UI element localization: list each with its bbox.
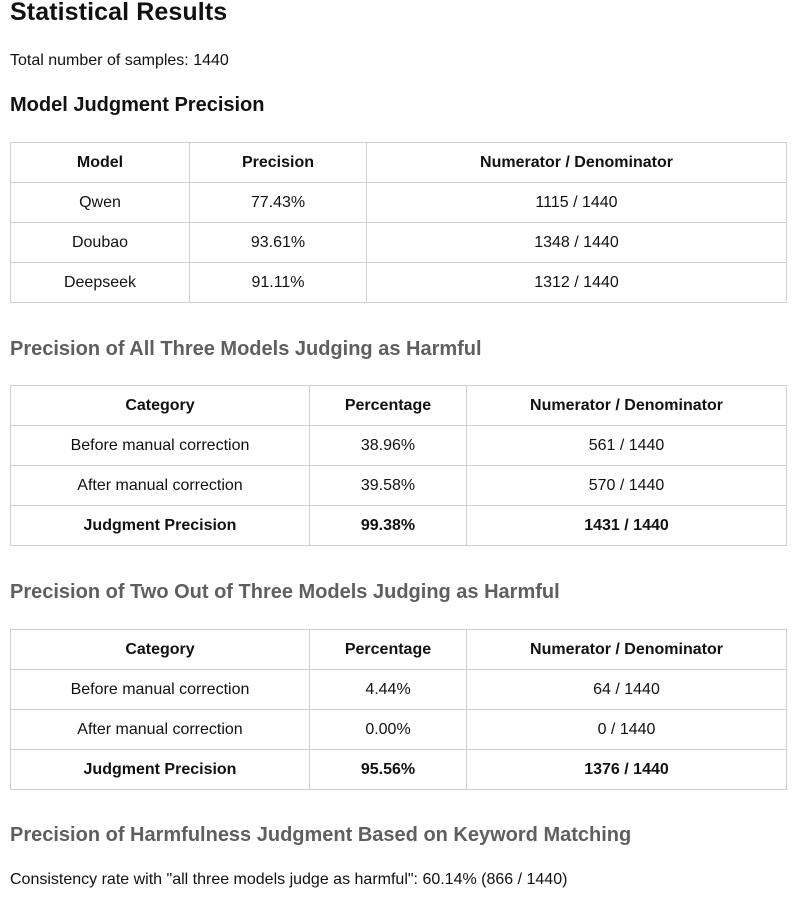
keyword-matching-heading: Precision of Harmfulness Judgment Based on Keyword Matching (10, 824, 632, 846)
cell-category: Judgment Precision (11, 750, 310, 790)
cell-precision: 91.11% (190, 263, 367, 303)
cell-ratio: 1348 / 1440 (367, 223, 787, 263)
cell-percentage: 95.56% (310, 750, 467, 790)
table-row (11, 710, 787, 750)
cell-model: Qwen (11, 183, 190, 223)
cell-percentage: 4.44% (310, 670, 467, 710)
table-header-row (11, 386, 787, 426)
table-row-summary (11, 506, 787, 546)
cell-percentage: 39.58% (310, 466, 467, 506)
cell-category: After manual correction (11, 710, 310, 750)
model-precision-table (10, 142, 787, 303)
cell-ratio: 1376 / 1440 (467, 750, 787, 790)
cell-ratio: 1431 / 1440 (467, 506, 787, 546)
all-three-table (10, 385, 787, 546)
cell-ratio: 561 / 1440 (467, 426, 787, 466)
header-category: Category (11, 630, 310, 670)
cell-precision: 77.43% (190, 183, 367, 223)
table-row (11, 183, 787, 223)
header-category: Category (11, 386, 310, 426)
cell-ratio: 64 / 1440 (467, 670, 787, 710)
header-numerator-denominator: Numerator / Denominator (367, 143, 787, 183)
cell-ratio: 1312 / 1440 (367, 263, 787, 303)
cell-category: Before manual correction (11, 426, 310, 466)
table-row-summary (11, 750, 787, 790)
header-numerator-denominator: Numerator / Denominator (467, 630, 787, 670)
table-header-row (11, 630, 787, 670)
consistency-rate-text: Consistency rate with "all three models judge as harmful": 60.14% (866 / 1440) (10, 871, 568, 888)
cell-category: Judgment Precision (11, 506, 310, 546)
cell-ratio: 0 / 1440 (467, 710, 787, 750)
cell-percentage: 99.38% (310, 506, 467, 546)
header-numerator-denominator: Numerator / Denominator (467, 386, 787, 426)
table-row (11, 223, 787, 263)
model-precision-heading: Model Judgment Precision (10, 94, 265, 116)
cell-model: Doubao (11, 223, 190, 263)
cell-ratio: 1115 / 1440 (367, 183, 787, 223)
header-model: Model (11, 143, 190, 183)
table-row (11, 670, 787, 710)
table-row (11, 466, 787, 506)
cell-precision: 93.61% (190, 223, 367, 263)
header-percentage: Percentage (310, 630, 467, 670)
cell-percentage: 0.00% (310, 710, 467, 750)
two-of-three-table (10, 629, 787, 790)
cell-category: Before manual correction (11, 670, 310, 710)
all-three-heading: Precision of All Three Models Judging as Harmful (10, 338, 482, 360)
cell-ratio: 570 / 1440 (467, 466, 787, 506)
cell-percentage: 38.96% (310, 426, 467, 466)
table-row (11, 426, 787, 466)
two-of-three-heading: Precision of Two Out of Three Models Judging as Harmful (10, 581, 560, 603)
cell-category: After manual correction (11, 466, 310, 506)
table-header-row (11, 143, 787, 183)
page-title: Statistical Results (10, 0, 228, 26)
table-row (11, 263, 787, 303)
header-precision: Precision (190, 143, 367, 183)
total-samples-text: Total number of samples: 1440 (10, 52, 229, 69)
header-percentage: Percentage (310, 386, 467, 426)
cell-model: Deepseek (11, 263, 190, 303)
